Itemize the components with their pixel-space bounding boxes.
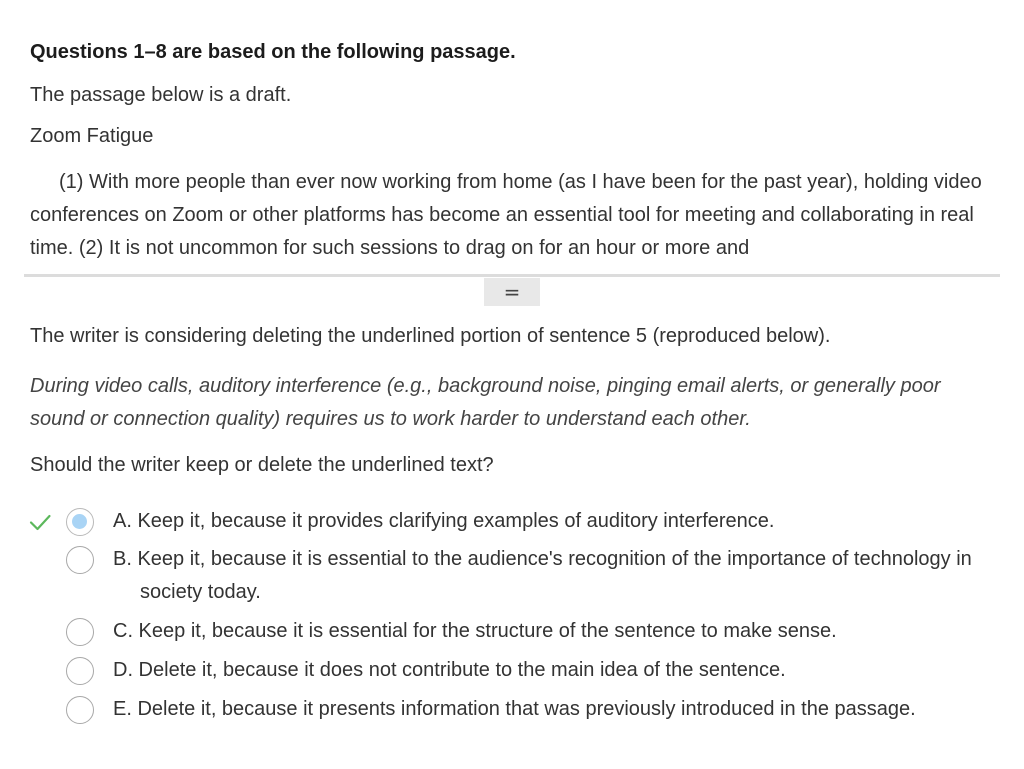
- radio-icon[interactable]: [66, 657, 94, 685]
- radio-icon[interactable]: [66, 546, 94, 574]
- quoted-sentence: During video calls, auditory interference (e.g., background noise, pinging email alerts, or generally poor sound or connection quality) requires us to work harder to understand each other.: [30, 375, 941, 430]
- choice-label: B. Keep it, because it is essential to the audience's recognition of the importance of technology in society today.: [113, 548, 972, 603]
- radio-icon[interactable]: [66, 618, 94, 646]
- section-heading: Questions 1–8 are based on the following passage.: [30, 41, 516, 63]
- question-stem: Should the writer keep or delete the underlined text?: [30, 454, 494, 476]
- passage-title: Zoom Fatigue: [30, 125, 154, 147]
- splitter-handle[interactable]: =: [484, 278, 540, 306]
- radio-icon[interactable]: [66, 508, 94, 536]
- check-icon: [28, 510, 52, 534]
- choice-label: E. Delete it, because it presents information that was previously introduced in the passage.: [113, 698, 916, 720]
- choice-label: A. Keep it, because it provides clarifying examples of auditory interference.: [113, 510, 775, 532]
- pane-divider: [24, 274, 1000, 277]
- question-prompt: The writer is considering deleting the underlined portion of sentence 5 (reproduced below).: [30, 325, 831, 347]
- choice-label: D. Delete it, because it does not contribute to the main idea of the sentence.: [113, 659, 786, 681]
- passage-intro: The passage below is a draft.: [30, 84, 292, 106]
- radio-icon[interactable]: [66, 696, 94, 724]
- passage-text: (1) With more people than ever now working from home (as I have been for the past year), holding video conferences on Zoom or other platforms has become an essential tool for meeting and collaborating in real time. (2) It is not uncommon for such sessions to drag on for an hour or more and: [30, 171, 982, 259]
- choice-label: C. Keep it, because it is essential for the structure of the sentence to make sense.: [113, 620, 837, 642]
